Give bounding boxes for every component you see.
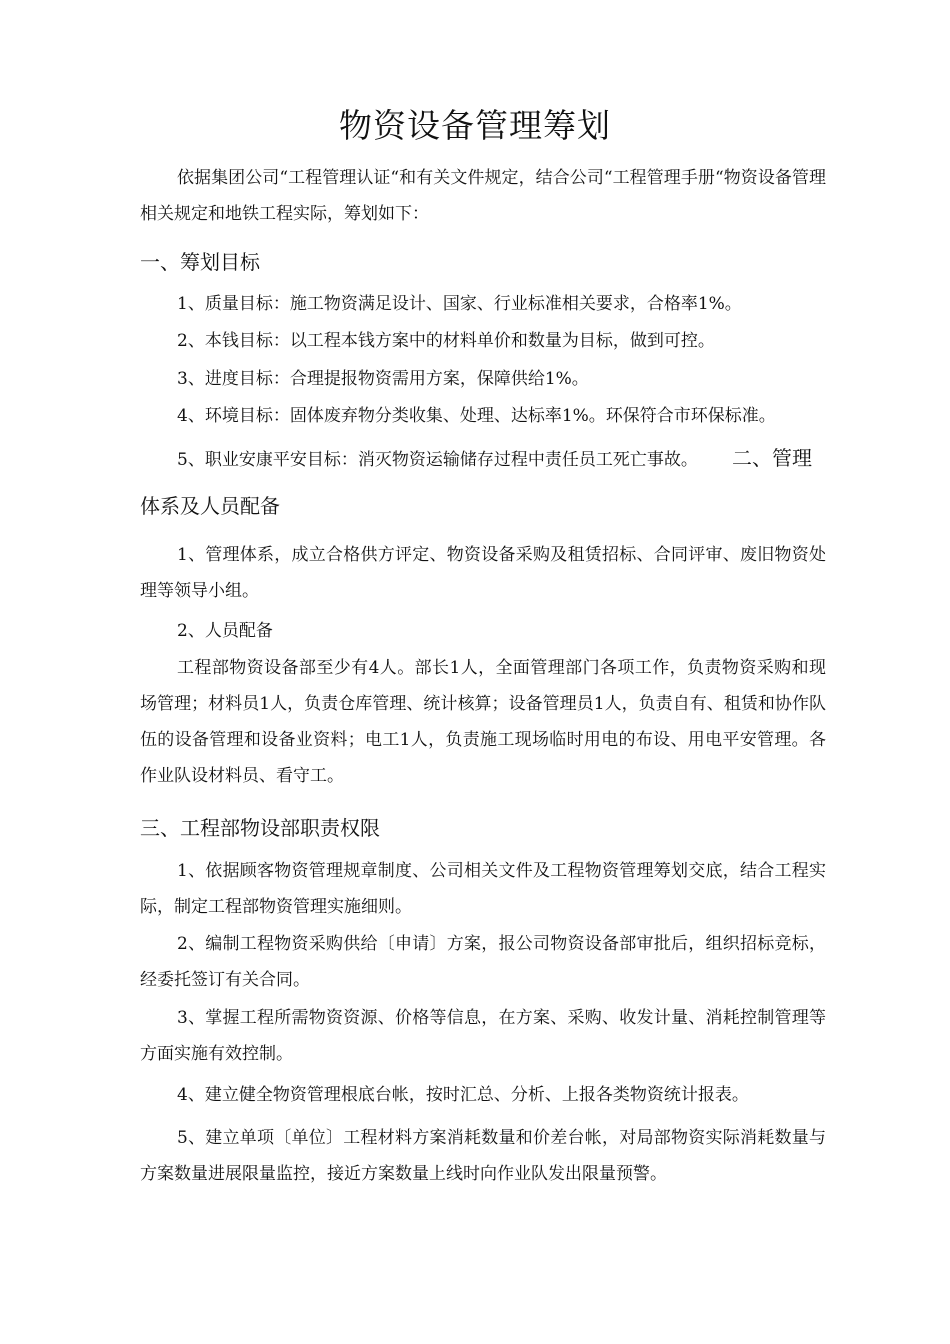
management-system-paragraph: 1、管理体系，成立合格供方评定、物资设备采购及租赁招标、合同评审、废旧物资处理等领导小组。 [140, 545, 826, 601]
duty-item-1: 1、依据顾客物资管理规章制度、公司相关文件及工程物资管理筹划交底，结合工程实际，制定工程部物资管理实施细则。 [140, 861, 826, 917]
goal-item-safety: 5、职业安康平安目标：消灭物资运输储存过程中责任员工死亡事故。 [177, 450, 698, 470]
goal-item-environment: 4、环境目标：固体废弃物分类收集、处理、达标率1%。环保符合市环保标准。 [177, 406, 776, 426]
section-1-heading: 一、筹划目标 [140, 250, 260, 274]
staffing-paragraph: 工程部物资设备部至少有4人。部长1人，全面管理部门各项工作，负责物资采购和现场管理；材料员1人，负责仓库管理、统计核算；设备管理员1人，负责自有、租赁和协作队伍的设备管理和设备业资料；电工1人，负责施工现场临时用电的布设、用电平安管理。各作业队设材料员、看守工。 [140, 658, 826, 786]
duty-item-5: 5、建立单项〔单位〕工程材料方案消耗数量和价差台帐，对局部物资实际消耗数量与方案数量进展限量监控，接近方案数量上线时向作业队发出限量预警。 [140, 1128, 826, 1184]
document-title: 物资设备管理筹划 [339, 106, 611, 145]
staffing-label: 2、人员配备 [177, 621, 273, 641]
goal-item-progress: 3、进度目标：合理提报物资需用方案，保障供给1%。 [177, 369, 589, 389]
goal-item-quality: 1、质量目标：施工物资满足设计、国家、行业标准相关要求，合格率1%。 [177, 294, 742, 314]
section-2-heading-part1: 二、管理 [732, 446, 812, 470]
duty-item-4: 4、建立健全物资管理根底台帐，按时汇总、分析、上报各类物资统计报表。 [177, 1085, 749, 1105]
section-2-heading-part2: 体系及人员配备 [140, 494, 280, 518]
goal-item-cost: 2、本钱目标：以工程本钱方案中的材料单价和数量为目标，做到可控。 [177, 331, 715, 351]
intro-paragraph: 依据集团公司“工程管理认证“和有关文件规定，结合公司“工程管理手册“物资设备管理相关规定和地铁工程实际，筹划如下： [140, 168, 826, 224]
duty-item-2: 2、编制工程物资采购供给〔申请〕方案，报公司物资设备部审批后，组织招标竞标，经委托签订有关合同。 [140, 934, 826, 990]
duty-item-3: 3、掌握工程所需物资资源、价格等信息，在方案、采购、收发计量、消耗控制管理等方面实施有效控制。 [140, 1008, 826, 1064]
section-3-heading: 三、工程部物设部职责权限 [140, 816, 380, 840]
